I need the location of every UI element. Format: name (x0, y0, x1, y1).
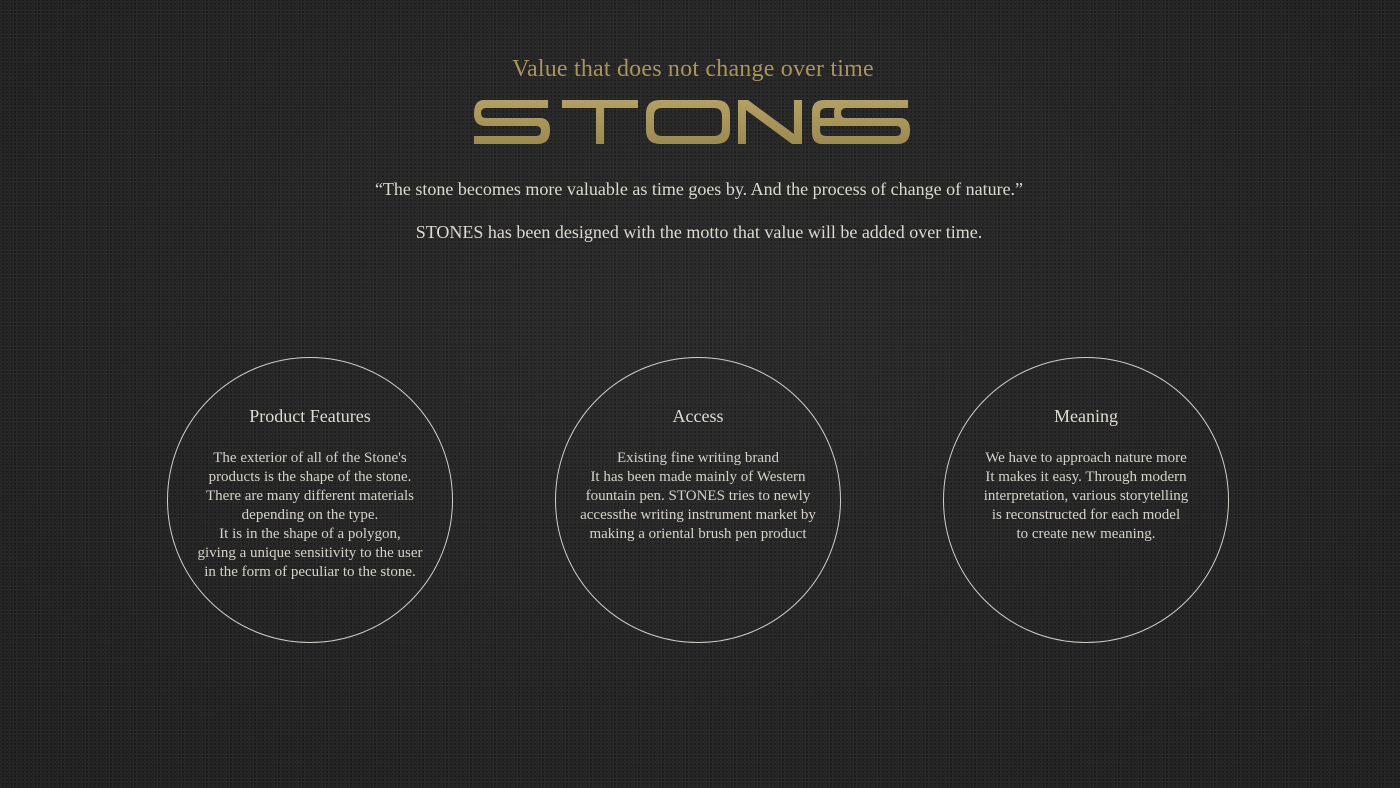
stones-logo-last-s (834, 100, 910, 144)
body-line: products is the shape of the stone. (208, 469, 412, 485)
brand-quote: “The stone becomes more valuable as time goes by. And the process of change of nature.” (374, 179, 1024, 199)
circle-product-features (167, 357, 453, 643)
body-line: It is in the shape of a polygon, (219, 526, 401, 542)
body-line: fountain pen. STONES tries to newly (585, 488, 811, 504)
body-line: The exterior of all of the Stone's (213, 450, 407, 466)
body-line: Existing fine writing brand (616, 450, 780, 466)
circle-title: Access (672, 406, 724, 426)
circle-body (944, 449, 1228, 544)
body-line: It makes it easy. Through modern (985, 469, 1187, 485)
body-line: is reconstructed for each model (991, 507, 1181, 523)
body-line: giving a unique sensitivity to the user (197, 545, 423, 561)
body-line: It has been made mainly of Western (590, 469, 806, 485)
circle-title: Meaning (1054, 406, 1118, 426)
body-line: to create new meaning. (1016, 526, 1156, 542)
body-line: making a oriental brush pen product (589, 526, 807, 542)
body-line: There are many different materials (206, 488, 414, 504)
circle-access (555, 357, 841, 643)
tagline: Value that does not change over time (512, 56, 874, 82)
circle-body (168, 449, 452, 582)
body-line: accessthe writing instrument market by (580, 507, 816, 523)
circle-title: Product Features (249, 406, 371, 426)
body-line: depending on the type. (241, 507, 379, 523)
body-line: interpretation, various storytelling (983, 488, 1189, 504)
body-line: We have to approach nature more (985, 450, 1187, 466)
body-line: in the form of peculiar to the stone. (204, 564, 416, 580)
circle-body (556, 449, 840, 544)
circle-meaning (943, 357, 1229, 643)
brand-motto: STONES has been designed with the motto that value will be added over time. (415, 222, 983, 242)
